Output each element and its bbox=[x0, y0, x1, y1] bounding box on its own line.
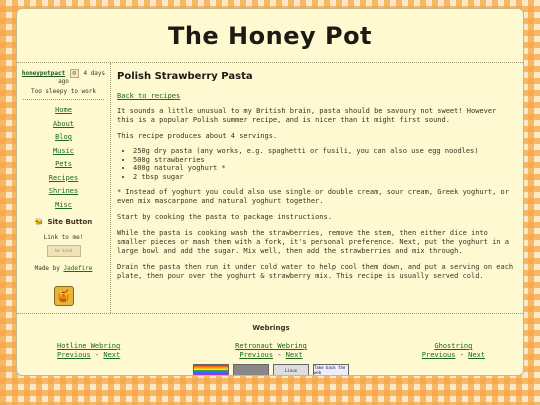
list-item: • 400g natural yoghurt * bbox=[133, 164, 517, 173]
list-item: • 500g strawberries bbox=[133, 156, 517, 165]
pride-flag-badge[interactable] bbox=[193, 364, 229, 376]
site-button-heading: 🐝 Site Button bbox=[34, 218, 93, 226]
nav-about[interactable]: About bbox=[52, 119, 75, 128]
page-panel bbox=[16, 8, 524, 376]
status-username[interactable]: honeypotpact bbox=[21, 70, 66, 77]
nav-menu bbox=[17, 104, 110, 212]
bee-icon: 🐝 bbox=[34, 218, 44, 226]
servings-paragraph: This recipe produces about 4 servings. bbox=[117, 132, 278, 140]
note-paragraph: * Instead of yoghurt you could also use single or double cream, sour cream, Greek yoghurt, or even mix mascarpone and natural yoghurt together. bbox=[117, 188, 509, 205]
webring-retronaut-prev[interactable]: Previous bbox=[239, 351, 274, 359]
webring-retronaut-next[interactable]: Next bbox=[285, 351, 303, 359]
content-area bbox=[17, 63, 524, 313]
intro-paragraph: It sounds a little unusual to my British brain, pasta should be savoury not sweet! However this is a popular Polish summer recipe, and is nicer than it might first sound. bbox=[117, 107, 497, 124]
badge-2[interactable] bbox=[233, 364, 269, 376]
webrings-heading: Webrings bbox=[252, 324, 290, 332]
webring-hotline-prev[interactable]: Previous bbox=[57, 351, 91, 359]
step-3-paragraph: Drain the pasta then run it under cold water to help cool them down, and put a serving on each plate, then pour over the yoghurt & strawberry mix. This recipe is usually served cold. bbox=[117, 263, 514, 280]
step-2-paragraph: While the pasta is cooking wash the strawberries, remove the stem, then either dice into smaller pieces or mash them with a fork, it's personal preference. Next, put the yoghurt in a large bowl and add the sugar. Mix well, then add the strawberries and mix through. bbox=[117, 229, 509, 255]
site-header bbox=[17, 9, 523, 63]
back-to-recipes-link[interactable]: Back to recipes bbox=[117, 92, 181, 100]
nav-home[interactable]: Home bbox=[55, 106, 72, 114]
webring-retronaut-link[interactable]: Retronaut Webring bbox=[235, 342, 307, 350]
site-button-image[interactable]: be kind bbox=[47, 245, 81, 257]
footer bbox=[17, 313, 524, 376]
badge-buttons bbox=[17, 364, 524, 376]
webring-hotline-next[interactable]: Next bbox=[103, 351, 121, 359]
webring-hotline-link[interactable]: Hotline Webring bbox=[57, 342, 121, 350]
linux-badge[interactable]: Linux bbox=[273, 364, 309, 376]
webring-ghostring-link[interactable]: Ghostring bbox=[434, 342, 473, 350]
webring-ghostring-next[interactable]: Next bbox=[468, 351, 485, 359]
nav-misc[interactable]: Misc bbox=[55, 200, 72, 209]
status-time: 4 days ago bbox=[58, 70, 106, 85]
made-by-link[interactable]: Jadefire bbox=[63, 265, 93, 272]
status-line bbox=[17, 69, 110, 85]
site-title: The Honey Pot bbox=[167, 21, 373, 50]
take-back-web-badge[interactable]: Take back the web bbox=[313, 364, 349, 376]
webring-hotline: Hotline Webring Previous - Next bbox=[57, 342, 121, 359]
list-item: • 250g dry pasta (any works, e.g. spaghetti or fusili, you can also use egg noodles) bbox=[133, 147, 517, 156]
webrings-list bbox=[17, 342, 524, 360]
recipe-content bbox=[117, 63, 517, 313]
ingredients-list bbox=[133, 147, 517, 181]
link-to-me-text: Link to me! bbox=[43, 234, 84, 241]
nav-music[interactable]: Music bbox=[52, 146, 75, 155]
nav-pets[interactable]: Pets bbox=[55, 160, 72, 168]
webring-ghostring: Ghostring Previous - Next bbox=[421, 342, 485, 359]
made-by: Made by Jadefire bbox=[34, 265, 93, 272]
webring-ghostring-prev[interactable]: Previous bbox=[421, 351, 456, 359]
status-message: Too sleepy to work bbox=[23, 88, 104, 100]
sidebar bbox=[17, 63, 111, 313]
avatar-icon: ☺ bbox=[70, 69, 79, 78]
webring-retronaut: Retronaut Webring Previous - Next bbox=[235, 342, 307, 359]
nav-shrines[interactable]: Shrines bbox=[48, 187, 79, 195]
step-1-paragraph: Start by cooking the pasta to package instructions. bbox=[117, 213, 332, 221]
list-item: • 2 tbsp sugar bbox=[133, 173, 517, 182]
nav-blog[interactable]: Blog bbox=[55, 133, 72, 141]
recipe-title: Polish Strawberry Pasta bbox=[117, 71, 253, 82]
honey-badge-icon[interactable]: 🍯 bbox=[54, 286, 74, 306]
nav-recipes[interactable]: Recipes bbox=[48, 173, 79, 182]
